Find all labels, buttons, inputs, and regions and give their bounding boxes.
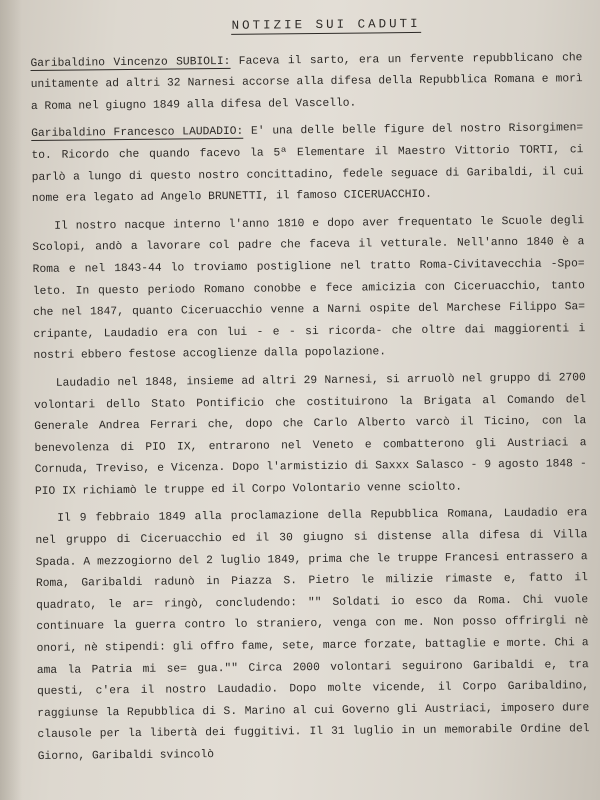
entry-body: E' una delle belle figure del nostro Risorgimen= to. Ricordo che quando facevo la 5ª Elementare il Maestro Vittorio TORTI, ci parlò a lungo di questo nostro concittadino, fedele seguace di Garibaldi, il cui nome era legato ad Angelo BRUNETTI, il famoso CICERUACCHIO.	[31, 122, 584, 206]
entry-heading: Garibaldino Francesco LAUDADIO:	[31, 126, 244, 141]
paragraph-birth: Il nostro nacque interno l'anno 1810 e dopo aver frequentato le Scuole degli Scolopi, andò a lavorare col padre che faceva il vetturale. Nell'anno 1840 è a Roma e nel 1843-44 lo troviamo postiglione nel tratto Roma-Civitavecchia -Spo= leto. In questo periodo Romano conobbe e fece amicizia con Ciceruacchio, tanto che nel 1847, quanto Ciceruacchio venne a Narni ospite del Marchese Filippo Sa= cripante, Laudadio era con lui - e - si ricorda- che oltre dai maggiorenti i nostri ebbero festose accoglienze dalla popolazione.	[32, 214, 586, 363]
document-text	[30, 12, 590, 768]
paragraph-1849: Il 9 febbraio 1849 alla proclamazione della Repubblica Romana, Laudadio era nel gruppo di Ciceruacchio ed il 30 giugno si distense alla difesa di Villa Spada. A mezzogiorno del 2 luglio 1849, prima che le truppe Francesi entrassero a Roma, Garibaldi radunò in Piazza S. Pietro le milizie rimaste e, fatto il quadrato, le ar= ringò, concludendo: "" Soldati io esco da Roma. Chi vuole continuare la guerra contro lo straniero, venga con me. Non posso offrirgli nè onori, nè stipendi: gli offro fame, sete, marce forzate, battaglie e morte. Chi a ama la Patria mi se= gua."" Circa 2000 volontari seguirono Garibaldi e, tra questi, c'era il nostro Laudadio. Dopo molte vicende, il Corpo Garibaldino, raggiunse la Repubblica di S. Marino al cui Governo gli Austriaci, imposero dure clausole per la libertà dei fuggitivi. Il 31 luglio in un memorabile Ordine del Giorno, Garibaldi svincolò	[35, 507, 590, 763]
page-edge-shadow	[0, 0, 22, 800]
entry-heading: Garibaldino Vincenzo SUBIOLI:	[30, 55, 231, 70]
entry-subioli	[30, 48, 583, 119]
paragraph-1848: Laudadio nel 1848, insieme ad altri 29 Narnesi, si arruolò nel gruppo di 2700 volontari dello Stato Pontificio che costituirono la Brigata al Comando del Generale Andrea Ferrari che, dopo che Carlo Alberto varcò il Ticino, con la benevolenza di PIO IX, entrarono nel Veneto e combatterono gli Austriaci a Cornuda, Treviso, e Vicenza. Dopo l'armistizio di Saxxx Salasco - 9 agosto 1848 - PIO IX richiamò le truppe ed il Corpo Volontario venne sciolto.	[33, 372, 587, 498]
document-title: NOTIZIE SUI CADUTI	[231, 16, 421, 33]
entry-laudadio	[31, 119, 584, 211]
entry-body: Faceva il sarto, era un fervente repubblicano che unitamente ad altri 32 Narnesi accorse alla difesa della Repubblica Romana e morì a Roma nel giugno 1849 alla difesa del Vascello.	[30, 51, 583, 113]
